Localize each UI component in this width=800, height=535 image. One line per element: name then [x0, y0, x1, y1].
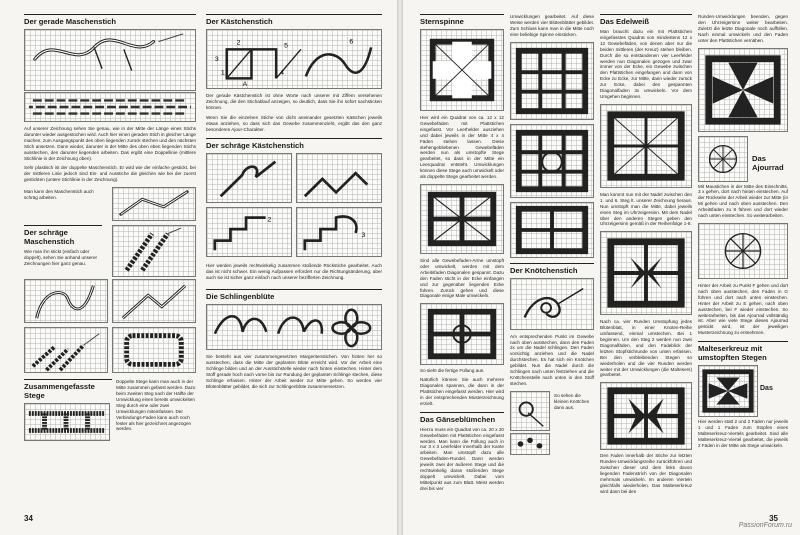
label-das: Das	[760, 385, 773, 393]
text-schraeg-kaestchen: Hier werden jeweils rechtwinkelig zusammen stoßende Rückstiche gearbeitet. Auch das ist nicht schwer. Ein wenig Aufpassen erfordert nur die Richtungsänderung, aber auch sie ist sicher ganz einfach nach unserer bezifferten Zeichnung.	[206, 263, 382, 281]
left-column-1	[24, 14, 196, 437]
figure-knoetchen-2	[510, 391, 550, 431]
figure-sternspinne-1	[420, 29, 504, 111]
right-column-1	[420, 14, 504, 492]
heading-malteserkreuz: Malteserkreuz mit umstopften Stegen	[698, 341, 788, 362]
text-gerade-1: Auf unserer Zeichnung sehen Sie genau, wie in der Mitte der Länge eines Stichs darunter wieder ausgestochen wird. Auch hier einen geraden Stich in gleicher Länge machen, zum Ausgangspunkt des oben liegenden zurück stechen und den nächsten Stich ansetzen. Dann wieder, darunter in der Mitte des oben eben liegenden Stichs ausstechen, den darunter liegenden arbeiten. Das ergibt eine Doppellinie (mittlere Stichlinie in der Zeichnung oben).	[24, 126, 196, 161]
figure-gaense-2	[510, 124, 594, 198]
figure-malteser	[698, 365, 758, 417]
heading-zusammengefasste-stege: Zusammengefasste Stege	[24, 379, 112, 400]
figure-sternspinne-2	[420, 184, 504, 254]
label-5: 5	[284, 42, 288, 50]
figure-sk-1	[206, 153, 292, 203]
figure-sk-4	[296, 207, 382, 257]
heading-sternspinne: Sternspinne	[420, 14, 504, 26]
left-page	[0, 0, 398, 535]
right-column-3	[600, 14, 692, 495]
figure-stege	[24, 403, 110, 441]
figure-ajour-3	[698, 223, 788, 279]
section-stege	[24, 379, 196, 437]
ajour-header	[698, 136, 788, 184]
label-2: 2	[236, 39, 241, 47]
text-gerade-2: Sehr plastisch ist der doppelte Maschenstich. Er wird wie der einfache gestickt, bei der mittleren Linie jedoch sind Ein- und Ausstiche die gleichen wie bei der zuerst gestickten (untere Stichlinie in der Zeichnung).	[24, 165, 196, 183]
figure-knoetchen-3	[510, 433, 550, 455]
caption-knoetchen: So sehen die kleinen Knötchen dann aus.	[554, 392, 590, 410]
figure-edelweiss-3	[600, 382, 692, 450]
text-gaensebluemchen: Hierzu muss ein Quadrat von ca. 20 x 20 Gewebefäden mit Plattstichen eingefasst werden. Man kann die Füllung auch in nur 3 x 3 Leerfelder innerhalb der Kante arbeiten. Man umstopft dazu alle Gewebefäden-Rundel. Dann werden jeweils zwei der äußeren Stege und die rechtwinkelig daran stoßenden Stege doppelt umwickelt. Dabei vom Mittelpunkt aus zum Blatt. Meist werden drei bis vier	[420, 426, 504, 491]
sk-label-3: 3	[361, 232, 366, 240]
figure-schraeg-2	[24, 279, 108, 323]
figures-schraeg-kaestchen	[206, 153, 382, 259]
heading-edelweiss: Das Edelweiß	[600, 14, 692, 26]
figure-ajour-2	[698, 136, 748, 182]
right-column-2	[510, 14, 594, 455]
schraeg-intro	[24, 187, 196, 223]
figure-knoetchenstich	[510, 278, 594, 330]
sk-label-2: 2	[267, 216, 272, 224]
caption-edelweiss: Den Faden innerhalb der Stiche zur letzten Runden-Umwicklungsreihe zurückführen und zwischen dieser und dem links davon liegenden Fadenstrich von der Diagonalen mehrmals umwickeln. Im anderen Vierteln gleichfalls wiederholen. Das Malteserkreuz wird dann bei den	[600, 453, 692, 494]
knoetchen-figures	[510, 391, 594, 455]
text-ajourrad-1: Mit Maustichen in der Mitte des Einschnitts, 3 x gehen, dort nach hinten einstechen. Auf der Rückseite der Arbeit wieder zur Mitte (in Mi gehen und nach oben ausstechen. Den Arbeitsfaden zu 8 führen und dort wieder nach unten einstechen. So weiterarbeiten.	[698, 183, 788, 219]
figure-schraeg-maschenstich-1	[112, 225, 196, 277]
right-column-4	[698, 14, 788, 449]
section-schraeg-maschenstich	[24, 225, 196, 277]
figure-doppellinie	[24, 92, 196, 122]
text-kaestchen-2: Wenn Sie die einzelnen Stiche von dicht aneinander gesetzten Kästchen jeweils etwas anziehen, so dass sich das Gewebe zusammenzieht, ergibt das den ganz besonderen Ajour-Charakter.	[206, 114, 382, 132]
malteser-header	[698, 365, 788, 419]
heading-knoetchenstich: Der Knötchenstich	[510, 263, 594, 275]
label-a: A	[242, 81, 248, 88]
text-knoetchenstich: Am entsprechenden Punkt im Gewebe nach oben ausstechen, dann den Faden 2x um die Nadel schlingen. Den Faden vorsichtig anziehen und die Nadel durchstechen. Es hat sich ein Knötchen gebildet. Nun die Nadel durch die Schlingen nach unten festziehen und die Knötchenstelle nach unten in den Stoff stechen.	[510, 333, 594, 386]
text-malteserkreuz: Hier werden statt 2 und 2 Fäden nur jeweils 1 und 1 Faden zum Stopfen eines Malteserkreuz-Viertels gearbeitet. Sind alle Malteserkreuz-Viertel gearbeitet, die jeweils 2 Fäden in der Mitte als Stege umwickeln.	[698, 419, 788, 448]
heading-ajourrad: Das Ajourrad	[752, 153, 784, 172]
figure-sk-3	[206, 207, 292, 257]
caption-sternspinne: So sieht die fertige Füllung aus.	[420, 368, 485, 374]
figure-gaense-1	[510, 42, 594, 120]
text-sternspinne-2: Sind alle Gewebefaden-Arme umstopft oder umwickelt, werden mit dem Arbeitsfaden Diagonalen gespannt. Dazu den Faden sticht in der Ecke einfangen und zur gegenüber liegenden Ecke führen. Zurück gehen und diese Diagonale einige Male umwickeln.	[420, 257, 504, 299]
text-schraeg-maschenstich: Wie man ihn stickt (einfach oder doppelt), sehen Sie anhand unserer Zeichnungen hier ganz genau.	[24, 249, 98, 266]
figure-kaestchenstich	[206, 29, 382, 89]
figure-schraeg-5	[112, 327, 196, 373]
heading-kaestchenstich: Der Kästchenstich	[206, 14, 382, 26]
figure-ajour-1	[698, 48, 788, 132]
heading-schlingenbluete: Die Schlingenblüte	[206, 289, 382, 301]
figure-schraeg-4	[24, 327, 108, 373]
text-edelweiss-3: Nach ca. vier Runden Umstopfung jedes Blütenblatt, in einer Knoten-Reihe umfassend, einmal umstechen. Bei 1 beginnen. Um den Steg 2 werden nun zwei Diagonalfäden, und den Fadeblick der letzten Stopfstichrunde von unten erfassen. Bei den verbleibenden Stegen so wiederholen und die vier Runden werden weiter mit der Umwicklungen (die Maltesers) gearbeitet.	[600, 319, 692, 378]
heading-gaensebluemchen: Das Gänseblümchen	[420, 412, 504, 424]
figure-sternspinne-3	[420, 303, 504, 365]
text-sternspinne-1: Hier wird ein Quadrat von ca. 12 x 12 Gewebefäden mit Plattstichen eingefasst. Vor Leerhelder ausziehen und dabei jeweils in der Mitte 4 x 4 Fäden stehen lassen. Diese stehengebliebenen Gewebefäden werden nun als umstopfte Stege gearbeitet, so dass in der Mitte ein Leerquadrat entsteht. Umwicklungen können diese Stege auch umwickelt oder als doppelte Stege gearbeitet werden.	[420, 115, 504, 180]
schraeg-figures	[24, 279, 196, 375]
label-3: 3	[214, 55, 219, 63]
right-page	[402, 0, 800, 535]
heading-schraeg-kaestchenstich: Der schräge Kästchenstich	[206, 138, 382, 150]
figure-edelweiss-2	[600, 231, 692, 315]
left-column-2	[206, 14, 382, 390]
text-edelweiss-2: Man kommt nun mit der Nadel zwischen den 1. und 6. Steg lt. unserer Zeichnung heraus. Nun umstopft man die Mitte, dabei jeweils einen Steg im Uhrzeigersinn. Mit dem Nadel über den anderen Stegen geben den Uhrzeigersinn gemäß in der Reihenfolge 1-8.	[600, 191, 692, 227]
figure-edelweiss-1	[600, 104, 692, 188]
heading-schraeg-maschenstich: Der schräge Maschenstich	[24, 225, 102, 246]
text-ajour-top: Runden-Umwicklungen beenden, gegen den Uhrzeigersinn weiter bearbeiten. Zuletzt die letzte Diagonale noch auffüllen. Nach einmal umwickeln und den Faden unter den Plattstichen vernähen.	[698, 14, 788, 43]
figure-maschenstich	[24, 29, 196, 91]
text-col2-top: Umwicklungen gearbeitet. Auf diese Weise werden vier Blütenblätter gebildet. Zum Schluss kann man in die Mitte noch eine beliebige Spinne einsticken.	[510, 14, 594, 37]
text-sternspinne-3: Natürlich können Sie auch mehrere Diagonalen spannen, die dann in der Plattstichen eingefasst werden. Hier wird in der entsprechenden Musterzeichnung erzielt.	[420, 377, 504, 406]
label-6: 6	[349, 38, 354, 46]
figure-schlingenbluete	[206, 304, 382, 350]
watermark: PassionForum.ru	[738, 522, 792, 529]
figure-schraeg-3	[112, 279, 196, 323]
label-1: 1	[220, 69, 225, 77]
page-number-left: 34	[24, 514, 33, 523]
figure-gaense-3	[510, 202, 594, 258]
text-kaestchen-1: Der gerade Kästchenstich ist ohne Worte nach unserer mit Ziffern versehenen Zeichnung, die den Stichablauf anzeigen, so deutlich, dass Sie ihn sofort nachsticken können.	[206, 93, 382, 110]
text-schlingenbluete: Sie besteht aus vier zusammengesetzten Margeritenstichen. Von hinten her so ausstechen, dass die Mitte der geplanten Blüte erreicht wird. Vor der Arbeit eine Schlinge bilden und an der Ausstichstelle wieder nach hinten einstechen. Hinter dem Stoff gerade hoch nach vorne bis zur Rundung der geplanten Schlinge stechen, diese Schlinge erfassen. Hinter der Arbeit wieder zur Mitte gehen. So werden vier Blütenblätter gebildet, die sich zur Schlingenblüte zusammensetzen.	[206, 354, 382, 389]
figure-schraeg-intro	[112, 187, 196, 221]
figure-sk-2	[296, 153, 382, 203]
text-stege: Doppelte Stege kann man auch in der Mitte zusammen gefasst werden. Dazu beim zweiten Steg nach der Hälfte der Umwicklung einen bereits umwickelten Steg durch eine oder zwei Umwicklungen miteinfassen. Der Verbindungs-Faden kann auch noch fester als hier gezeichnet angezogen werden.	[116, 379, 196, 432]
text-edelweiss-1: Man braucht dazu ein mit Plattstichen eingefasstes Quadrat von mindestens 12 x 12 Gewebefäden, von denen aber nur die beiden mittleren (der Kreuz) stehen bleiben. Durch die so entstandenen vier Leerfelder werden nun Diagonalen gezogen und zwar immer von der Ecke, ein Gewebe zwischen den Plattstichen eingefangen und dann von Ecke zu Ecke, zur Mitte, dann wieder zurück zur Ecke, dabei den gespannten Diagonalfaden 3x umwickeln. Vor dem Umgehen beginnen.	[600, 29, 692, 99]
label-4: 4	[280, 69, 285, 77]
page-number-right: 35	[769, 514, 778, 523]
text-gerade-3: Man kann den Maschenstich auch schräg arbeiten.	[24, 189, 94, 201]
text-ajourrad-2: Hinter der Arbeit zu Punkt F gehen und dort nach oben ausstechen, den Faden in G führen und dort nach unten einstechen. Hinter der Arbeit zu E gehen, nach oben ausstechen, bei F wieder einstechen. So weiterarbeiten, bis das Ajourrad vollständig ist. Aber wie viele Stege dieses Ajourrad gestickt wird, ist der jeweiligen Musterzeichnung zu entnehmen.	[698, 282, 788, 336]
heading-gerade-maschenstich: Der gerade Maschenstich	[24, 14, 196, 26]
